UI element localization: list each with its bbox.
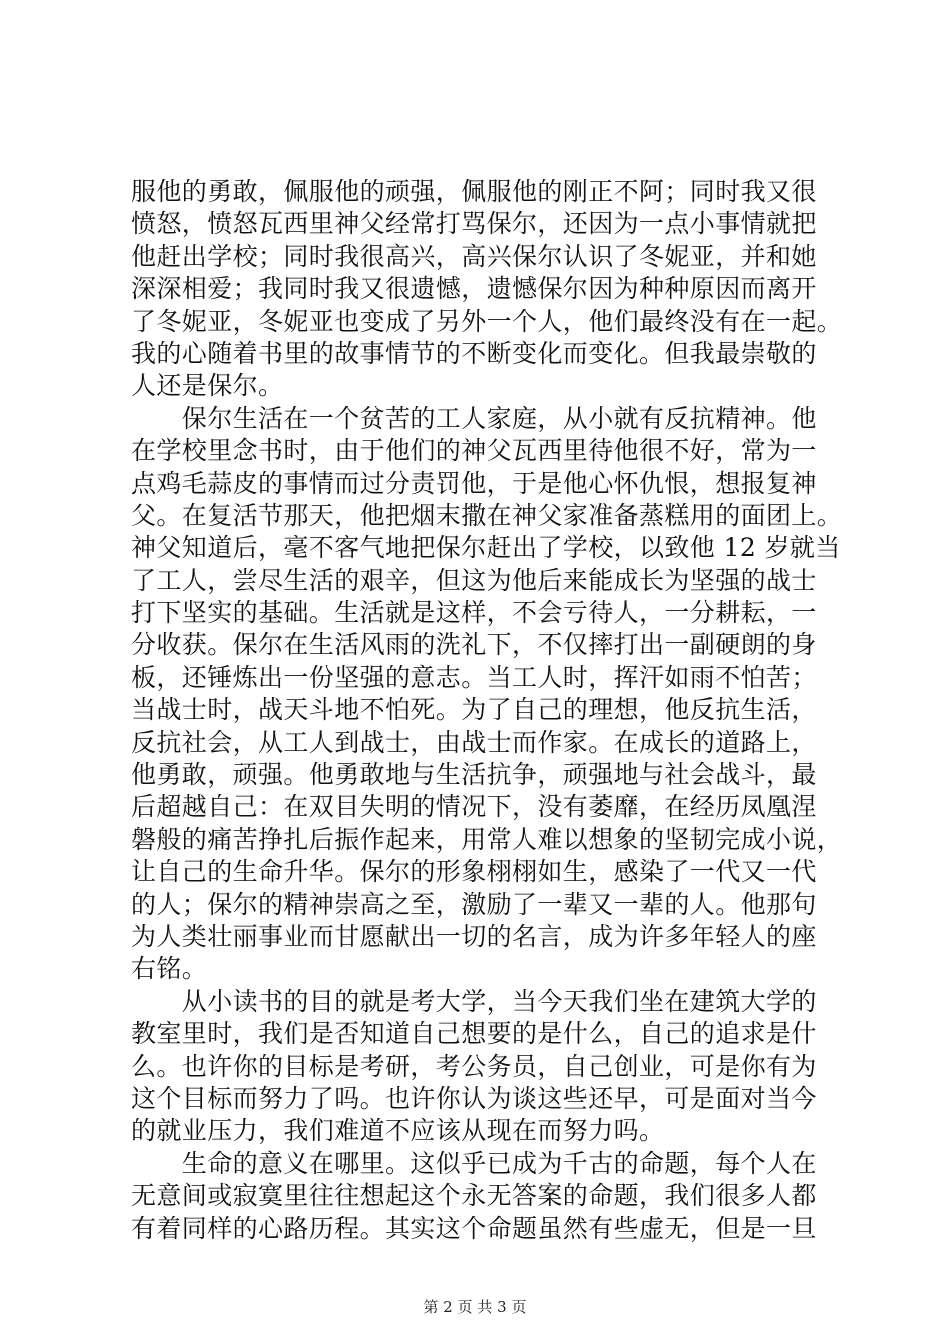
text-line: 右铭。 [131, 954, 208, 984]
page-number: 第 2 页 共 3 页 [423, 1298, 527, 1316]
text-line: 了冬妮亚，冬妮亚也变成了另外一个人，他们最终没有在一起。 [131, 306, 843, 336]
text-line: 从小读书的目的就是考大学，当今天我们坐在建筑大学的 [131, 986, 817, 1016]
text-line: 父。在复活节那天，他把烟末撒在神父家准备蒸糕用的面团上。 [131, 500, 843, 530]
text-line: 深深相爱；我同时我又很遗憾，遗憾保尔因为种种原因而离开 [131, 274, 817, 304]
text-line: 神父知道后，毫不客气地把保尔赶出了学校，以致他 12 岁就当 [131, 533, 841, 563]
text-line: 点鸡毛蒜皮的事情而过分责罚他，于是他心怀仇恨，想报复神 [131, 468, 817, 498]
text-line: 教室里时，我们是否知道自己想要的是什么，自己的追求是什 [131, 1019, 817, 1049]
text-line: 的就业压力，我们难道不应该从现在而努力吗。 [131, 1116, 665, 1146]
text-line: 愤怒，愤怒瓦西里神父经常打骂保尔，还因为一点小事情就把 [131, 209, 817, 239]
text-line: 了工人，尝尽生活的艰辛，但这为他后来能成长为坚强的战士 [131, 565, 817, 595]
text-line: 打下坚实的基础。生活就是这样，不会亏待人，一分耕耘，一 [131, 598, 817, 628]
text-line: 服他的勇敢，佩服他的顽强，佩服他的刚正不阿；同时我又很 [131, 177, 817, 206]
text-line: 生命的意义在哪里。这似乎已成为千古的命题，每个人在 [131, 1148, 817, 1178]
text-line: 为人类壮丽事业而甘愿献出一切的名言，成为许多年轻人的座 [131, 921, 817, 951]
text-line: 他勇敢，顽强。他勇敢地与生活抗争，顽强地与社会战斗，最 [131, 760, 817, 790]
text-line: 么。也许你的目标是考研，考公务员，自己创业，可是你有为 [131, 1051, 817, 1081]
text-line: 反抗社会，从工人到战士，由战士而作家。在成长的道路上， [131, 727, 817, 757]
text-line: 分收获。保尔在生活风雨的洗礼下，不仅摔打出一副硬朗的身 [131, 630, 817, 660]
text-line: 磐般的痛苦挣扎后振作起来，用常人难以想象的坚韧完成小说， [131, 824, 843, 854]
text-line: 无意间或寂寞里往往想起这个永无答案的命题，我们很多人都 [131, 1181, 817, 1211]
text-line: 后超越自己：在双目失明的情况下，没有萎靡，在经历凤凰涅 [131, 792, 817, 822]
text-line: 在学校里念书时，由于他们的神父瓦西里待他很不好，常为一 [131, 436, 817, 466]
text-line: 板，还锤炼出一份坚强的意志。当工人时，挥汗如雨不怕苦； [131, 662, 817, 692]
text-line: 这个目标而努力了吗。也许你认为谈这些还早，可是面对当今 [131, 1083, 817, 1113]
text-line: 保尔生活在一个贫苦的工人家庭，从小就有反抗精神。他 [131, 403, 817, 433]
text-line: 人还是保尔。 [131, 371, 284, 401]
text-line: 当战士时，战天斗地不怕死。为了自己的理想，他反抗生活， [131, 695, 817, 725]
text-line: 我的心随着书里的故事情节的不断变化而变化。但我最崇敬的 [131, 338, 817, 368]
text-line: 他赶出学校；同时我很高兴，高兴保尔认识了冬妮亚，并和她 [131, 241, 817, 271]
text-line: 让自己的生命升华。保尔的形象栩栩如生，感染了一代又一代 [131, 857, 817, 887]
text-line: 的人；保尔的精神崇高之至，激励了一辈又一辈的人。他那句 [131, 889, 817, 919]
text-line: 有着同样的心路历程。其实这个命题虽然有些虚无，但是一旦 [131, 1213, 817, 1243]
page-footer [0, 1296, 950, 1317]
body-text [131, 176, 843, 1245]
